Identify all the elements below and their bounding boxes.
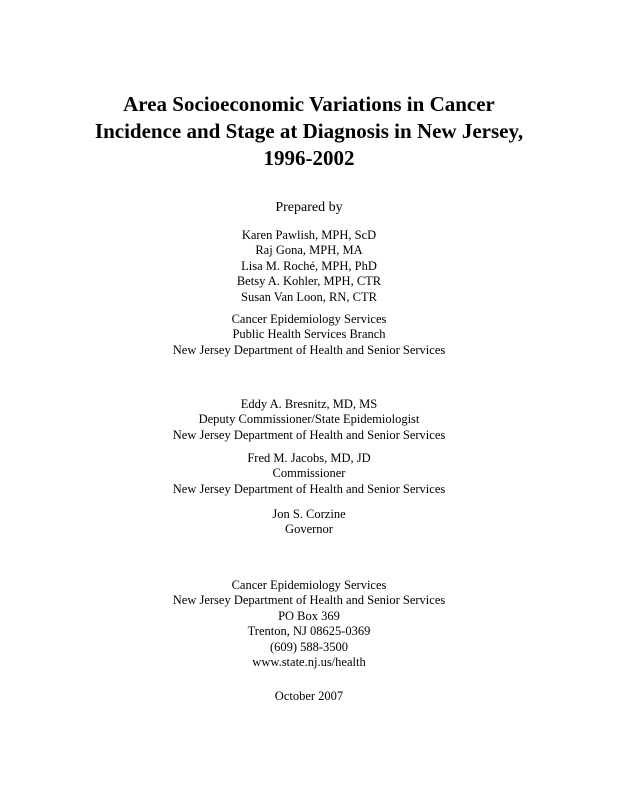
author-name: Betsy A. Kohler, MPH, CTR <box>236 274 382 289</box>
contact-department: New Jersey Department of Health and Senior Services <box>172 593 446 608</box>
author-name: Karen Pawlish, MPH, ScD <box>241 228 377 242</box>
title-line-3: 1996-2002 <box>263 146 355 170</box>
official-department: New Jersey Department of Health and Senior Services <box>172 427 446 442</box>
official-role: Governor <box>285 522 333 537</box>
contact-website: www.state.nj.us/health <box>252 655 366 670</box>
official-name: Jon S. Corzine <box>272 507 346 521</box>
official-name: Fred M. Jacobs, MD, JD <box>247 451 371 465</box>
official-deputy-commissioner <box>60 397 558 443</box>
title-line-2: Incidence and Stage at Diagnosis in New Jersey, <box>94 119 524 143</box>
official-governor <box>60 507 558 538</box>
author-name: Lisa M. Roché, MPH, PhD <box>241 258 377 273</box>
authors-list <box>60 228 558 305</box>
author-name: Raj Gona, MPH, MA <box>255 243 363 258</box>
title-line-1: Area Socioeconomic Variations in Cancer <box>123 92 495 116</box>
prepared-by-label: Prepared by <box>275 200 343 215</box>
contact-organization: Cancer Epidemiology Services <box>231 578 387 592</box>
document-title <box>60 91 558 172</box>
official-name: Eddy A. Bresnitz, MD, MS <box>240 397 378 411</box>
author-name: Susan Van Loon, RN, CTR <box>241 289 377 304</box>
contact-po-box: PO Box 369 <box>278 608 340 623</box>
contact-phone: (609) 588-3500 <box>269 639 349 654</box>
official-role: Commissioner <box>272 466 346 481</box>
organization-line: New Jersey Department of Health and Senior Services <box>172 342 446 357</box>
official-department: New Jersey Department of Health and Senior Services <box>172 481 446 496</box>
organization-line: Public Health Services Branch <box>232 327 386 342</box>
organization-line: Cancer Epidemiology Services <box>231 312 387 326</box>
organization-block <box>60 312 558 358</box>
contact-city: Trenton, NJ 08625-0369 <box>247 624 371 639</box>
official-commissioner <box>60 451 558 497</box>
official-role: Deputy Commissioner/State Epidemiologist <box>198 412 420 427</box>
publication-date: October 2007 <box>274 689 344 703</box>
contact-block <box>60 578 558 670</box>
